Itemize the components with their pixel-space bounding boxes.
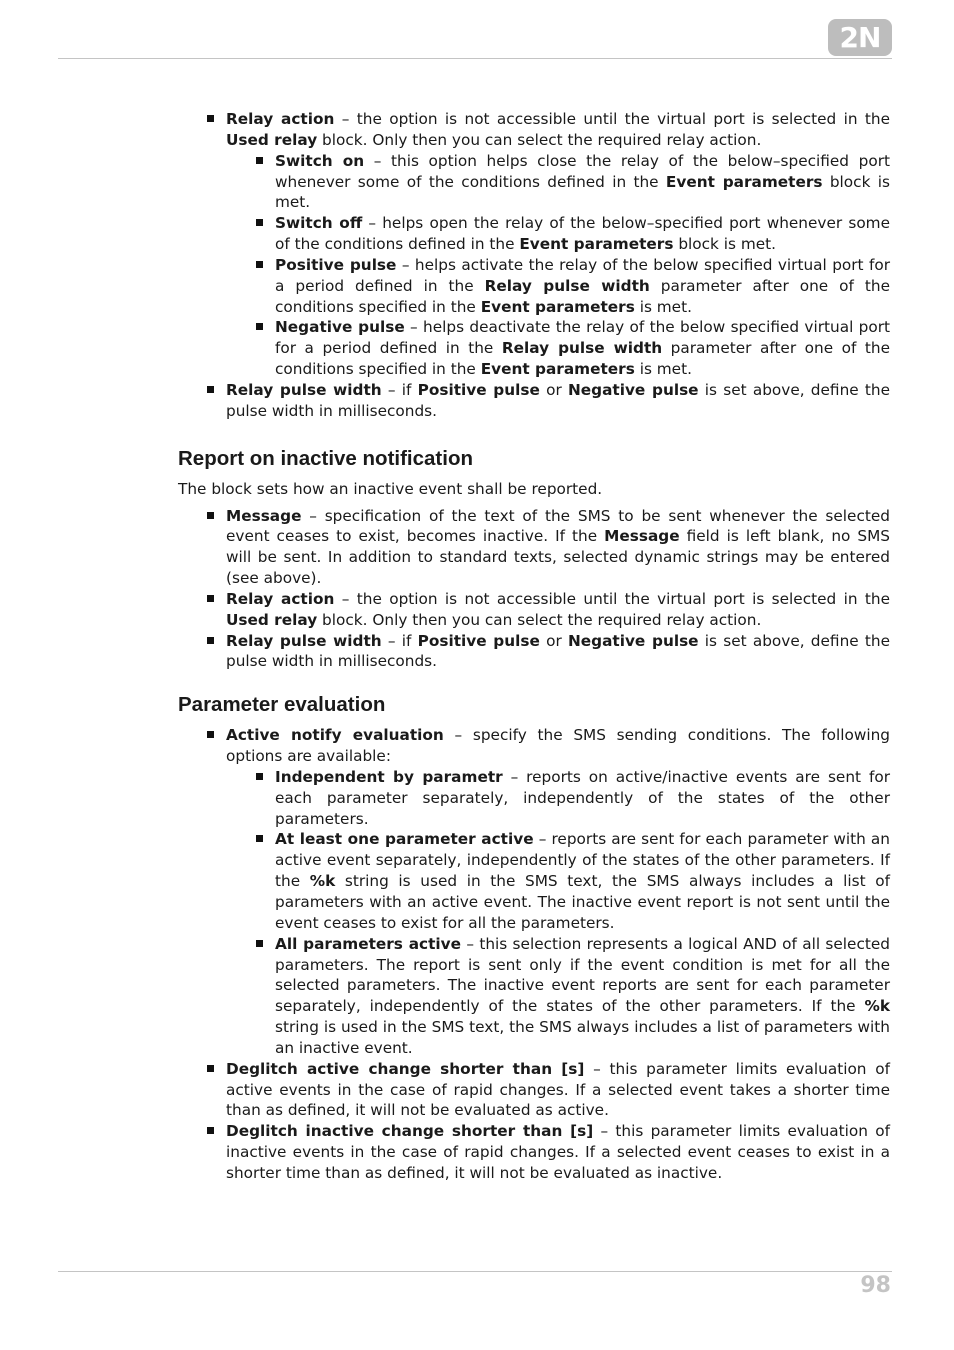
desc: parameter after one of the conditions specified in the [275, 276, 890, 316]
term-ref: Negative pulse [567, 631, 699, 650]
term-ref: Event parameters [665, 172, 823, 191]
term-ref: Relay pulse width [484, 276, 650, 295]
list-item [178, 725, 890, 767]
desc: field is left blank, no SMS will be sent. In addition to standard texts, selected dynamic strings may be entered (see above). [226, 527, 890, 588]
term: Deglitch active change shorter than [s] [226, 1059, 585, 1078]
desc: is set above, define the pulse width in milliseconds. [226, 380, 890, 420]
desc: – helps activate the relay of the below specified virtual port for a period defined in the [275, 255, 890, 295]
list-item [178, 255, 890, 318]
header-divider [58, 58, 892, 59]
desc: – this option helps close the relay of the below–specified port whenever some of the conditions defined in the [275, 151, 890, 191]
term-ref: Positive pulse [417, 380, 540, 399]
desc: – helps open the relay of the below–specified port whenever some of the conditions defined in the [275, 214, 890, 254]
term: Relay pulse width [226, 631, 382, 650]
term-ref: Message [604, 527, 680, 546]
term: Message [226, 506, 302, 525]
report-options-list [178, 506, 890, 673]
list-item [178, 829, 890, 933]
desc: block. Only then you can select the required relay action. [317, 130, 762, 149]
list-item [178, 1059, 890, 1122]
term: Active notify evaluation [226, 726, 444, 745]
term-ref: Event parameters [480, 297, 635, 316]
term-ref: Negative pulse [567, 380, 699, 399]
list-item [178, 1121, 890, 1184]
desc: block is met. [275, 172, 890, 212]
term: Relay pulse width [226, 380, 382, 399]
term: Negative pulse [275, 318, 405, 337]
page-content [178, 109, 890, 1184]
term-ref: Event parameters [480, 360, 635, 379]
section-heading-report: Report on inactive notification [178, 446, 473, 470]
parameter-options-list [178, 725, 890, 1184]
desc: block. Only then you can select the required relay action. [317, 610, 762, 629]
list-item [178, 109, 890, 151]
desc: – this parameter limits evaluation of active events in the case of rapid changes. If a selected event takes a shorter time than as defined, it will not be evaluated as active. [226, 1059, 890, 1120]
desc: or [539, 631, 568, 650]
desc: – the option is not accessible until the virtual port is selected in the [334, 589, 891, 608]
desc: is met. [634, 360, 692, 379]
term-ref: Used relay [226, 610, 318, 629]
term-ref: %k [864, 997, 890, 1016]
term-ref: Event parameters [519, 235, 674, 254]
list-item [178, 589, 890, 631]
term-ref: Relay pulse width [501, 339, 663, 358]
desc: is set above, define the pulse width in milliseconds. [226, 631, 890, 671]
desc: parameter after one of the conditions specified in the [275, 339, 891, 379]
section-intro: The block sets how an inactive event shall be reported. [178, 479, 603, 498]
term: Independent by parametr [275, 767, 503, 786]
term: Switch on [275, 151, 365, 170]
list-item [178, 213, 890, 255]
term: Relay action [226, 110, 335, 128]
term: All parameters active [275, 934, 461, 953]
desc: – this parameter limits evaluation of inactive events in the case of rapid changes. If a selected event ceases to exist in a shorter time than as defined, it will not be evaluated as inactive. [226, 1122, 890, 1182]
list-item [178, 317, 890, 380]
term: At least one parameter active [275, 830, 534, 849]
desc: – helps deactivate the relay of the below specified virtual port for a period defined in the [275, 318, 890, 358]
term: Positive pulse [275, 255, 397, 274]
list-item [178, 767, 890, 830]
desc: block is met. [673, 235, 777, 254]
term: Relay action [226, 589, 335, 608]
list-item [178, 934, 890, 1059]
section-heading-parameter-evaluation: Parameter evaluation [178, 693, 386, 717]
term: Deglitch inactive change shorter than [s] [226, 1122, 594, 1141]
page-number: 98 [860, 1273, 891, 1298]
list-item [178, 380, 890, 422]
brand-logo: 2N [828, 19, 892, 56]
list-item [178, 506, 890, 589]
desc: – specify the SMS sending conditions. The following options are available: [226, 726, 890, 766]
relay-options-list [178, 109, 890, 422]
desc: – if [381, 380, 418, 399]
desc: – reports on active/inactive events are sent for each parameter separately, independently of the states of the other parameters. [275, 767, 890, 828]
footer-divider [58, 1271, 892, 1272]
term-ref: %k [309, 872, 336, 891]
desc: string is used in the SMS text, the SMS always includes a list of parameters with an inactive event. [275, 1018, 890, 1057]
desc: or [539, 380, 568, 399]
term: Switch off [275, 214, 363, 233]
desc: – reports are sent for each parameter with an active event separately, independently of the states of the other parameters. If the [275, 830, 891, 891]
list-item [178, 631, 890, 673]
desc: – the option is not accessible until the virtual port is selected in the [334, 110, 891, 128]
list-item [178, 151, 890, 214]
desc: is met. [634, 297, 692, 316]
desc: string is used in the SMS text, the SMS always includes a list of parameters with an active event. The inactive event report is not sent until the event ceases to exist for all the parameters. [275, 872, 890, 932]
term-ref: Used relay [226, 130, 318, 149]
desc: – if [381, 631, 418, 650]
desc: – this selection represents a logical AND of all selected parameters. The report is sent only if the event condition is met for all the selected parameters. The inactive event reports are sent for each parameter separately, independently of the states of the other parameters. If the [275, 934, 890, 1016]
desc: – specification of the text of the SMS to be sent whenever the selected event ceases to exist, becomes inactive. If the [226, 506, 890, 546]
term-ref: Positive pulse [417, 631, 540, 650]
